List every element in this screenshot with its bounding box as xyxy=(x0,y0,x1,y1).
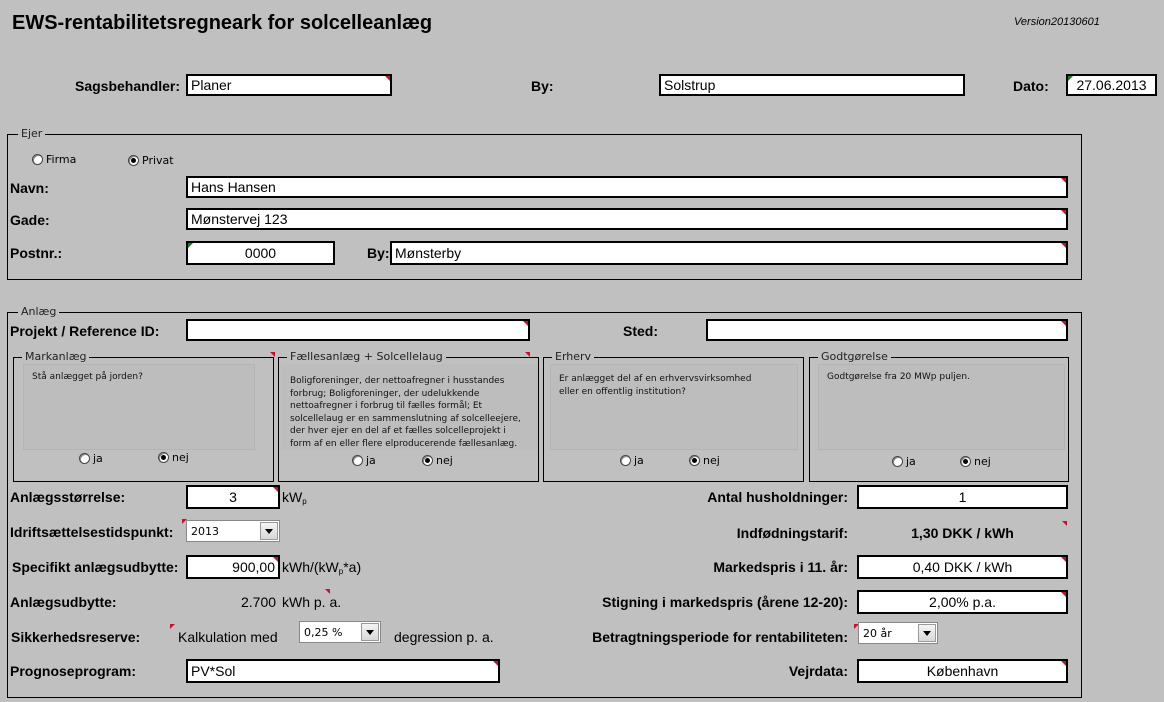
godtgoerelse-description: Godtgørelse fra 20 MWp puljen. xyxy=(827,372,970,382)
specifikt-label: Specifikt anlægsudbytte: xyxy=(12,559,179,575)
sikkerhed-label: Sikkerhedsreserve: xyxy=(11,629,141,645)
markedspris-field[interactable]: 0,40 DKK / kWh xyxy=(857,555,1068,579)
ejer-by-label: By: xyxy=(367,245,390,261)
radio-checked-icon xyxy=(960,456,971,467)
markanlaeg-desc-box xyxy=(23,364,255,450)
radio-checked-icon xyxy=(689,455,700,466)
ja-label: ja xyxy=(93,452,103,465)
vejrdata-label: Vejrdata: xyxy=(788,663,848,679)
comment-indicator-icon xyxy=(325,589,330,594)
godtgoerelse-ja-radio[interactable] xyxy=(892,455,916,468)
gade-field[interactable]: Mønstervej 123 xyxy=(186,208,1068,230)
idrift-dropdown[interactable] xyxy=(186,520,280,542)
faellesanlaeg-desc-box xyxy=(281,364,538,450)
erhverv-ja-radio[interactable] xyxy=(620,454,644,467)
idrift-label: Idriftsættelsestidspunkt: xyxy=(10,524,174,540)
godtgoerelse-desc-box xyxy=(818,364,1065,450)
dato-label: Dato: xyxy=(1013,78,1049,94)
version-label: Version20130601 xyxy=(1014,16,1100,28)
faellesanlaeg-description: Boligforeninger, der nettoafregner i husstandes forbrug; Boligforeninger, der udelukkende nettoafregner i forbrug til fælles formål; Et solcellelaug er en sammenslutning af solcelleejere, der hver ejer en del af et fælles solcelleprojekt i form af en eller flere elproducerende fællesanlæg. xyxy=(290,376,521,449)
by-field[interactable]: Solstrup xyxy=(659,74,965,96)
firma-label: Firma xyxy=(46,153,77,166)
markanlaeg-description: Stå anlægget på jorden? xyxy=(32,372,143,382)
godtgoerelse-panel xyxy=(809,350,1069,482)
specifikt-unit xyxy=(282,559,361,576)
markanlaeg-legend: Markanlæg xyxy=(22,350,89,363)
sagsbehandler-field[interactable]: Planer xyxy=(186,74,392,96)
comment-indicator-icon xyxy=(525,352,530,357)
by-label: By: xyxy=(531,78,554,94)
udbytte-label: Anlægsudbytte: xyxy=(10,594,117,610)
sted-field[interactable] xyxy=(706,319,1068,341)
erhverv-description: Er anlægget del af en erhvervsvirksomhed eller en offentlig institution? xyxy=(559,374,752,397)
chevron-down-icon[interactable] xyxy=(361,623,379,641)
periode-label: Betragtningsperiode for rentabiliteten: xyxy=(592,629,848,645)
unit-b: *a) xyxy=(343,559,362,575)
ejer-legend: Ejer xyxy=(18,127,45,140)
navn-field[interactable]: Hans Hansen xyxy=(186,176,1068,198)
faellesanlaeg-panel xyxy=(278,350,539,482)
husholdninger-field[interactable]: 1 xyxy=(857,485,1068,509)
comment-indicator-icon xyxy=(170,624,175,629)
radio-unchecked-icon xyxy=(892,456,903,467)
unit-kw: kW xyxy=(282,489,303,505)
idrift-value: 2013 xyxy=(191,525,219,538)
chevron-down-icon[interactable] xyxy=(260,522,278,540)
privat-label: Privat xyxy=(142,154,174,167)
radio-unchecked-icon xyxy=(32,154,43,165)
husholdninger-label: Antal husholdninger: xyxy=(707,489,848,505)
unit-sub: p xyxy=(338,567,344,576)
comment-indicator-icon xyxy=(1062,521,1067,526)
ja-label: ja xyxy=(634,454,644,467)
owner-privat-radio[interactable] xyxy=(128,154,174,167)
postnr-field[interactable]: 0000 xyxy=(186,241,335,265)
projekt-label: Projekt / Reference ID: xyxy=(10,323,160,339)
anlaegsstoerrelse-field[interactable]: 3 xyxy=(186,485,280,509)
markanlaeg-panel xyxy=(13,350,274,482)
erhverv-panel xyxy=(543,350,804,482)
nej-label: nej xyxy=(974,455,991,468)
owner-firma-radio[interactable] xyxy=(32,153,76,166)
ja-label: ja xyxy=(366,454,376,467)
ejer-by-field[interactable]: Mønsterby xyxy=(390,241,1068,265)
tarif-value: 1,30 DKK / kWh xyxy=(911,525,1014,541)
markanlaeg-ja-radio[interactable] xyxy=(79,452,103,465)
radio-unchecked-icon xyxy=(352,455,363,466)
godtgoerelse-nej-radio[interactable] xyxy=(960,455,991,468)
gade-label: Gade: xyxy=(10,212,50,228)
markedspris-label: Markedspris i 11. år: xyxy=(713,559,848,575)
chevron-down-icon[interactable] xyxy=(918,624,936,642)
erhverv-desc-box xyxy=(550,364,798,450)
sikkerhed-dropdown[interactable] xyxy=(299,621,381,643)
navn-label: Navn: xyxy=(10,180,49,196)
udbytte-value: 2.700 xyxy=(241,594,277,610)
dato-field[interactable]: 27.06.2013 xyxy=(1066,74,1157,96)
radio-unchecked-icon xyxy=(79,453,90,464)
unit-a: kWh/(kW xyxy=(282,559,339,575)
nej-label: nej xyxy=(436,454,453,467)
sikkerhed-suffix: degression p. a. xyxy=(394,629,494,645)
faellesanlaeg-legend: Fællesanlæg + Solcellelaug xyxy=(287,350,446,363)
projekt-field[interactable] xyxy=(186,319,530,341)
markanlaeg-nej-radio[interactable] xyxy=(158,451,189,464)
godtgoerelse-legend: Godtgørelse xyxy=(818,350,891,363)
sagsbehandler-label: Sagsbehandler: xyxy=(75,78,181,94)
ja-label: ja xyxy=(906,455,916,468)
anlaeg-legend: Anlæg xyxy=(18,305,59,318)
tarif-label: Indfødningstarif: xyxy=(736,525,848,541)
sted-label: Sted: xyxy=(623,323,658,339)
erhverv-legend: Erherv xyxy=(552,350,594,363)
sikkerhed-prefix: Kalkulation med xyxy=(178,629,278,645)
page-title: EWS-rentabilitetsregneark for solcelleanlæg xyxy=(12,12,433,34)
radio-checked-icon xyxy=(422,455,433,466)
radio-unchecked-icon xyxy=(620,455,631,466)
periode-dropdown[interactable] xyxy=(858,622,938,644)
anlaegsstoerrelse-unit xyxy=(282,489,307,506)
comment-indicator-icon xyxy=(270,352,275,357)
nej-label: nej xyxy=(172,451,189,464)
vejrdata-field[interactable]: København xyxy=(857,659,1068,683)
udbytte-unit: kWh p. a. xyxy=(282,594,342,610)
radio-checked-icon xyxy=(128,155,139,166)
prognose-field[interactable]: PV*Sol xyxy=(186,659,500,683)
unit-sub: p xyxy=(302,497,307,506)
faellesanlaeg-ja-radio[interactable] xyxy=(352,454,376,467)
faellesanlaeg-nej-radio[interactable] xyxy=(422,454,453,467)
prognose-label: Prognoseprogram: xyxy=(10,663,137,679)
specifikt-field[interactable]: 900,00 xyxy=(186,555,280,579)
nej-label: nej xyxy=(703,454,720,467)
erhverv-nej-radio[interactable] xyxy=(689,454,720,467)
anlaegsstoerrelse-label: Anlægsstørrelse: xyxy=(10,489,126,505)
periode-value: 20 år xyxy=(863,627,892,640)
stigning-label: Stigning i markedspris (årene 12-20): xyxy=(602,594,848,610)
postnr-label: Postnr.: xyxy=(10,245,63,261)
sikkerhed-value: 0,25 % xyxy=(304,626,343,639)
stigning-field[interactable]: 2,00% p.a. xyxy=(857,590,1068,614)
radio-checked-icon xyxy=(158,452,169,463)
